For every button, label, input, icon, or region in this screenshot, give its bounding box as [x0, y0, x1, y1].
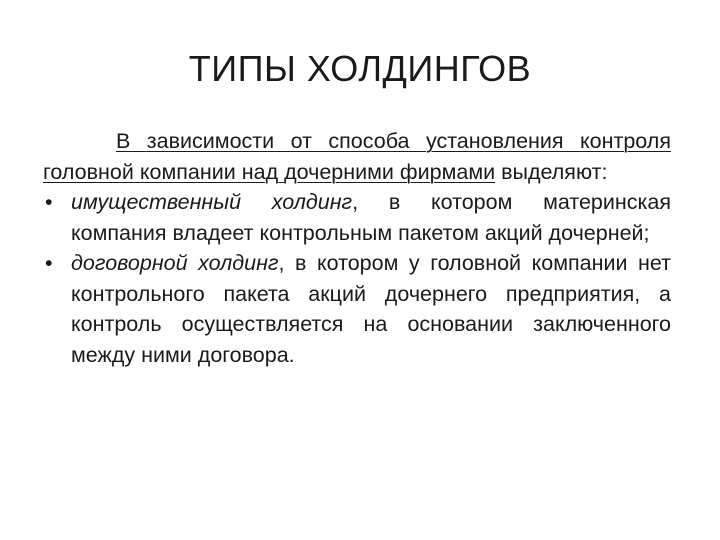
- intro-word: над: [241, 159, 279, 184]
- bullet-icon: •: [45, 190, 53, 214]
- intro-word: зависимости: [146, 129, 275, 153]
- bullet-text: , в котором материнская компания владеет контрольным пакетом акций дочерней;: [71, 190, 671, 245]
- bullet-icon: •: [45, 251, 53, 275]
- intro-word: установления: [425, 129, 564, 153]
- slide-body: [43, 126, 671, 370]
- bullet-term: договорной холдинг: [71, 251, 279, 275]
- slide-title: ТИПЫ ХОЛДИНГОВ: [188, 48, 532, 89]
- intro-word: В: [116, 129, 131, 153]
- intro-word: дочерними: [284, 159, 394, 184]
- bullet-text: , в котором у головной компании нет контрольного пакета акций дочернего предприятия, а контроль осуществляется на основании заключенного между ними договора.: [71, 251, 671, 367]
- intro-word: от: [290, 129, 312, 153]
- intro-word: головной: [43, 159, 134, 184]
- list-item: [43, 187, 671, 248]
- intro-word: контроля: [580, 129, 671, 153]
- intro-paragraph: [43, 126, 671, 187]
- intro-word: фирмами: [399, 159, 496, 184]
- intro-rest: выделяют:: [501, 159, 608, 184]
- intro-word: компании: [139, 159, 236, 184]
- intro-word: способа: [328, 129, 410, 153]
- holding-types-list: [43, 187, 671, 370]
- list-item: [43, 248, 671, 370]
- bullet-term: имущественный холдинг: [71, 190, 353, 214]
